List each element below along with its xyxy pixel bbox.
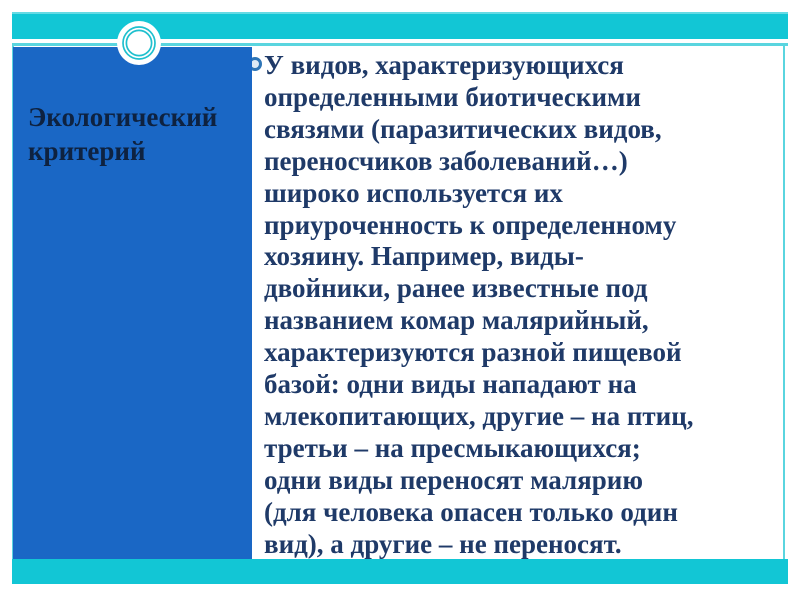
body-line: связями (паразитических видов, <box>264 113 662 144</box>
body-line: широко используется их <box>264 177 563 208</box>
body-line: У видов, характеризующихся <box>264 50 624 80</box>
body-line: базой: одни виды нападают на <box>264 369 637 400</box>
body-line: переносчиков заболеваний…) <box>264 145 628 176</box>
slide-title: Экологический критерий <box>28 102 218 166</box>
slide-body <box>264 50 788 561</box>
body-line: вид), а другие – не переносят. <box>264 528 622 559</box>
bottom-accent-bar <box>12 559 788 584</box>
body-line: названием комар малярийный, <box>264 305 649 336</box>
body-line: определенными биотическими <box>264 81 641 112</box>
body-line: характеризуются разной пищевой <box>264 337 682 368</box>
body-line: одни виды переносят малярию <box>264 464 643 495</box>
body-line: двойники, ранее известные под <box>264 273 648 304</box>
body-line: млекопитающих, другие – на птиц, <box>264 400 694 431</box>
body-line: (для человека опасен только один <box>264 496 678 527</box>
body-line: третьи – на пресмыкающихся; <box>264 432 641 463</box>
circle-ornament-icon <box>114 18 164 68</box>
body-line: хозяину. Например, виды- <box>264 241 584 272</box>
body-line: приуроченность к определенному <box>264 209 677 240</box>
